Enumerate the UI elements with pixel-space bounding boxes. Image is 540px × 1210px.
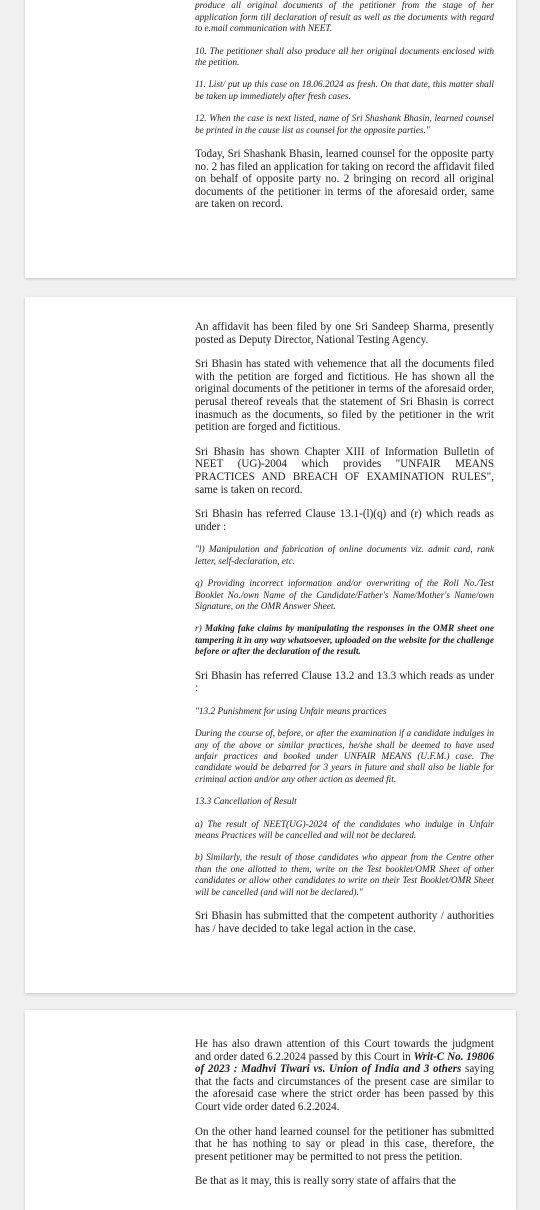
page-2-content bbox=[195, 321, 494, 947]
attention-text-post: saying that the facts and circumstances of the present case are similar to the aforesaid case where the strict order has been passed by this Court vide order dated 6.2.2024. bbox=[195, 1063, 494, 1113]
document-page-3 bbox=[25, 1010, 516, 1210]
quote-13-2-body: During the course of, before, or after the examination if a candidate indulges in any of the above or similar practices, he/she shall be deemed to have used unfair practices and booked under UNFAIR MEANS (U.F.M.) case. The candidate would be debarred for 3 years in future and shall also be liable for criminal action and/or any other action as deemed fit. bbox=[195, 729, 494, 785]
quote-paragraph-11: 11. List/ put up this case on 18.06.2024 as fresh. On that date, this matter shall be taken up immediately after fresh cases. bbox=[195, 80, 494, 102]
paragraph-other-hand: On the other hand learned counsel for the petitioner has submitted that he has nothing to say or plead in this case, therefore, the present petitioner may be permitted to not press the petition. bbox=[195, 1125, 494, 1163]
page-1-content bbox=[195, 0, 494, 223]
document-page-2 bbox=[25, 297, 516, 993]
quote-clause-l: "l) Manipulation and fabrication of online documents viz. admit card, rank letter, self-declaration, etc. bbox=[195, 545, 494, 567]
paragraph-clause-13-2: Sri Bhasin has referred Clause 13.2 and 13.3 which reads as under : bbox=[195, 669, 494, 695]
quote-clause-r bbox=[195, 624, 494, 658]
quote-paragraph-12: 12. When the case is next listed, name of Sri Shashank Bhasin, learned counsel be printed in the cause list as counsel for the opposite parties." bbox=[195, 114, 494, 136]
quote-paragraph-10: 10. The petitioner shall also produce all her original documents enclosed with the petition. bbox=[195, 46, 494, 69]
quote-paragraph-9: produce all original documents of the petitioner from the stage of her application form till declaration of result as well as the documents with regard to e.mail communication with NEET. bbox=[195, 1, 494, 35]
paragraph-today-affidavit: Today, Sri Shashank Bhasin, learned counsel for the opposite party no. 2 has filed an application for taking on record the affidavit filed on behalf of opposite party no. 2 bringing on record all original documents of the petitioner in terms of the aforesaid order, same are taken on record. bbox=[195, 148, 494, 211]
quote-13-2-title: "13.2 Punishment for using Unfair means practices bbox=[195, 706, 387, 717]
quote-13-3-b: b) Similarly, the result of those candidates who appear from the Centre other than the one allotted to them, write on the Test booklet/OMR Sheet of other candidates or allow other candidates to write on their Test Booklet/OMR Sheet will be cancelled (and will not be declared)." bbox=[195, 853, 494, 898]
document-page-1 bbox=[25, 0, 516, 278]
paragraph-vehemence: Sri Bhasin has stated with vehemence that all the documents filed with the petition are forged and fictitious. He has shown all the original documents of the petitioner in terms of the aforesaid order, perusal thereof reveals that the statement of Sri Bhasin is correct inasmuch as the documents, so filed by the petitioner in the writ petition are forged and fictitious. bbox=[195, 358, 494, 434]
case-citation: Writ-C No. 19806 of 2023 : Madhvi Tiwari vs. Union of India and 3 others bbox=[195, 1050, 494, 1076]
paragraph-submitted-legal-action: Sri Bhasin has submitted that the competent authority / authorities has / have decided to take legal action in the case. bbox=[195, 910, 494, 935]
paragraph-drawn-attention bbox=[195, 1038, 494, 1114]
quote-clause-r-bold: Making fake claims by manipulating the responses in the OMR sheet one tampering it in any way whatsoever, uploaded on the website for the challenge before or after the declaration of the result. bbox=[195, 624, 494, 658]
paragraph-be-that-as-it-may: Be that as it may, this is really sorry state of affairs that the bbox=[195, 1175, 456, 1188]
quote-13-3-a: a) The result of NEET(UG)-2024 of the candidates who indulge in Unfair means Practices will be cancelled and will not be declared. bbox=[195, 819, 494, 841]
quote-clause-q: q) Providing incorrect information and/or overwriting of the Roll No./Test Booklet No./own Name of the Candidate/Father's Name/Mother's Name/own Signature, on the OMR Answer Sheet. bbox=[195, 579, 494, 612]
quote-clause-r-prefix: r) bbox=[195, 624, 205, 635]
paragraph-clause-13-1: Sri Bhasin has referred Clause 13.1-(l)(q) and (r) which reads as under : bbox=[195, 508, 494, 533]
page-3-content bbox=[195, 1038, 494, 1200]
attention-text-pre: He has also drawn attention of this Court towards the judgment and order dated 6.2.2024 passed by this Court in bbox=[195, 1038, 494, 1063]
quote-13-3-title: 13.3 Cancellation of Result bbox=[195, 797, 297, 808]
paragraph-chapter-xiii: Sri Bhasin has shown Chapter XIII of Information Bulletin of NEET (UG)-2004 which provides "UNFAIR MEANS PRACTICES AND BREACH OF EXAMINATION RULES", same is taken on record. bbox=[195, 445, 494, 496]
paragraph-affidavit-filed: An affidavit has been filed by one Sri Sandeep Sharma, presently posted as Deputy Director, National Testing Agency. bbox=[195, 321, 494, 346]
